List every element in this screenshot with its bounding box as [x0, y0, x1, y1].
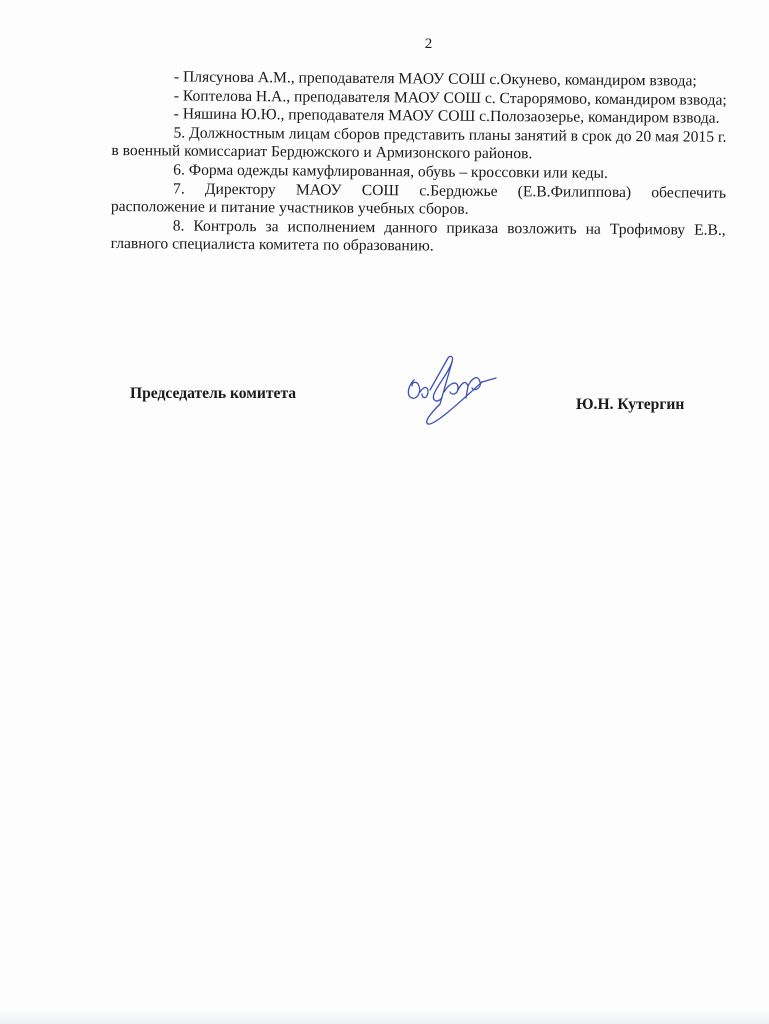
paragraph-platoon-commander-1: - Плясунова А.М., преподавателя МАОУ СОШ с.Окунево, командиром взвода;: [173, 68, 697, 90]
paragraph-item-7: 7. Директору МАОУ СОШ с.Бердюжье (Е.В.Филиппова) обеспечить расположение и питание участников учебных сборов.: [110, 180, 727, 218]
handwritten-signature-icon: [400, 352, 520, 432]
document-body: [111, 68, 727, 259]
scan-bottom-edge: [0, 1010, 769, 1024]
paragraph-item-5: 5. Должностным лицам сборов представить планы занятий в срок до 20 мая 2015 г. в военный комиссариат Бердюжского и Армизонского районов.: [111, 124, 727, 163]
paragraph-item-8: 8. Контроль за исполнением данного приказа возложить на Трофимову Е.В., главного специалиста комитета по образованию.: [110, 217, 726, 255]
paragraph-platoon-commander-2: - Коптелова Н.А., преподавателя МАОУ СОШ с. Старорямово, командиром взвода;: [173, 87, 727, 109]
signature-block: [130, 382, 720, 442]
signatory-title: Председатель комитета: [130, 385, 297, 402]
paragraph-item-6: 6. Форма одежды камуфлированная, обувь – кроссовки или кеды.: [173, 161, 609, 182]
signatory-name: Ю.Н. Кутергин: [576, 396, 685, 413]
page-number: 2: [424, 36, 433, 52]
paragraph-platoon-commander-3: - Няшина Ю.Ю., преподавателя МАОУ СОШ с.Полозаозерье, командиром взвода.: [173, 105, 720, 127]
